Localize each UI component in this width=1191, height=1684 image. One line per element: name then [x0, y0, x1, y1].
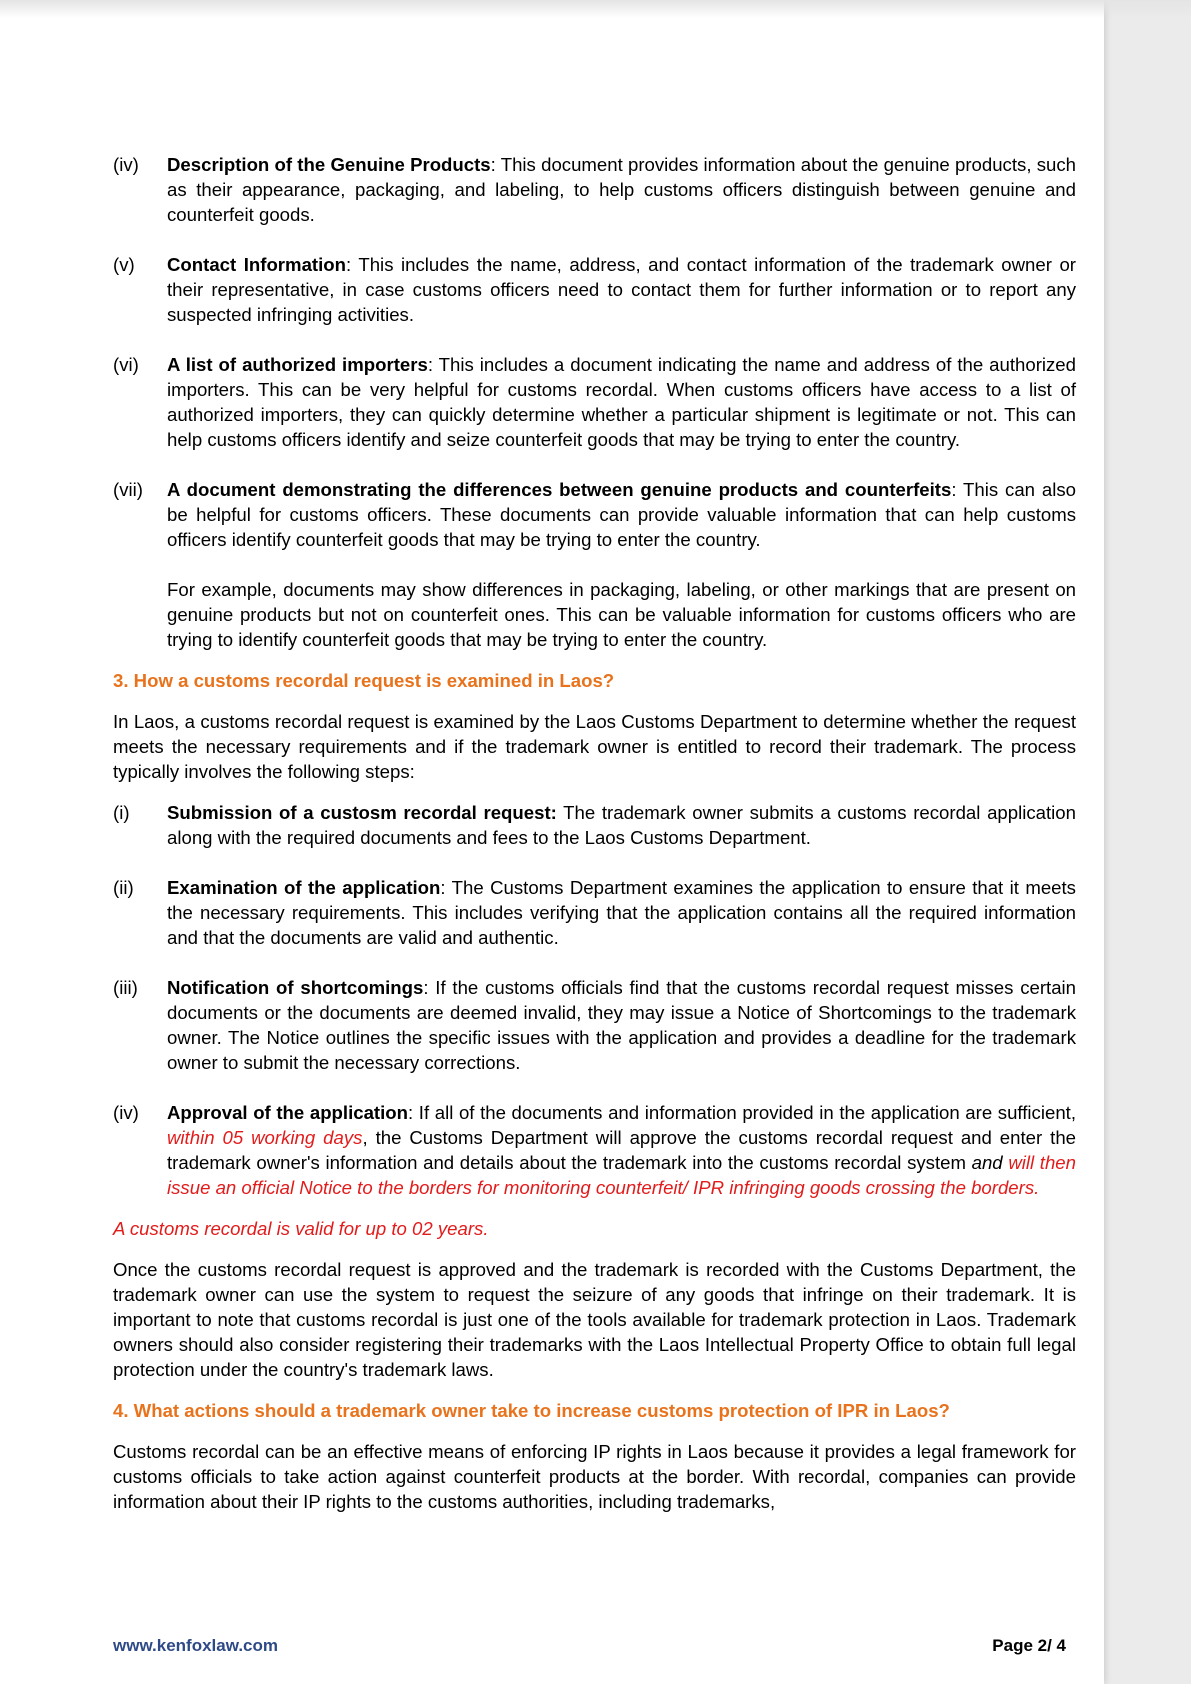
item-title: Contact Information [167, 254, 346, 275]
website-link[interactable]: www.kenfoxlaw.com [113, 1636, 279, 1655]
item-number: (iv) [113, 1102, 139, 1123]
item-number: (ii) [113, 877, 134, 898]
list-item: (vii) A document demonstrating the differences between genuine products and counterfeits: This can also be helpful for customs officers. These documents can provide valuable information that can help customs officers identify counterfeit goods that may be trying to enter the country. For example, documents may show differences in packaging, labeling, or other markings that are present on genuine products but not on counterfeit ones. This can be valuable information for customs officers who are trying to identify counterfeit goods that may be trying to enter the country. [113, 479, 1076, 650]
section-3-closing: Once the customs recordal request is approved and the trademark is recorded with the Customs Department, the trademark owner can use the system to request the seizure of any goods that infringe on their trademark. It is important to note that customs recordal is just one of the tools available for trademark protection in Laos. Trademark owners should also consider registering their trademarks with the Laos Intellectual Property Office to obtain full legal protection under the country's trademark laws. [113, 1259, 1076, 1380]
step-item [113, 975, 1076, 1075]
step-title: Approval of the application [167, 1102, 409, 1123]
validity-note: A customs recordal is valid for up to 02 years. [113, 1218, 489, 1239]
highlight-text: will then issue an official Notice to the borders for monitoring counterfeit/ IPR infringing goods crossing the borders. [167, 1152, 1076, 1198]
item-number: (i) [113, 802, 130, 823]
step-text: : The Customs Department examines the application to ensure that it meets the necessary requirements. This includes verifying that the application contains all the required information and that the documents are valid and authentic. [167, 877, 1076, 948]
item-text: This can also be helpful for customs officers. These documents can provide valuable information that can help customs officers identify counterfeit goods that may be trying to enter the country. [167, 479, 1076, 550]
step-item [113, 875, 1076, 950]
item-number: (v) [113, 254, 135, 275]
section-4-heading: 4. What actions should a trademark owner take to increase customs protection of IPR in Laos? [113, 1400, 950, 1421]
item-text: This document provides information about the genuine products, such as their appearance, packaging, and labeling, to help customs officers distinguish between genuine and counterfeit goods. [167, 154, 1076, 225]
item-number: (vi) [113, 354, 139, 375]
item-text: This includes a document indicating the name and address of the authorized importers. This can be very helpful for customs recordal. When customs officers have access to a list of authorized importers, they can quickly determine whether a particular shipment is legitimate or not. This can help customs officers identify and seize counterfeit goods that may be trying to enter the country. [167, 354, 1076, 450]
item-number: (vii) [113, 479, 143, 500]
item-title: A list of authorized importers [167, 354, 428, 375]
item-title: A document demonstrating the differences between genuine products and counterfeits [167, 479, 952, 500]
step-text: The trademark owner submits a customs recordal application along with the required documents and fees to the Laos Customs Department. [167, 802, 1076, 848]
step-item [113, 800, 1076, 850]
top-shadow [0, 0, 1191, 18]
step-title: Submission of a custosm recordal request: [167, 802, 557, 823]
page-footer [113, 1636, 1066, 1656]
section-4-paragraph: Customs recordal can be an effective means of enforcing IP rights in Laos because it provides a legal framework for customs officials to take action against counterfeit products at the border. With recordal, companies can provide information about their IP rights to the customs authorities, including trademarks, [113, 1441, 1076, 1512]
page-content [113, 152, 1076, 1530]
item-number: (iii) [113, 977, 138, 998]
list-item: (iv) Description of the Genuine Products: This document provides information about the genuine products, such as their appearance, packaging, and labeling, to help customs officers distinguish between genuine and counterfeit goods. [113, 154, 1076, 225]
step-item: (iv) Approval of the application: If all of the documents and information provided in the application are sufficient, within 05 working days, the Customs Department will approve the customs recordal request and enter the trademark owner's information and details about the trademark into the customs recordal system and will then issue an official Notice to the borders for monitoring counterfeit/ IPR infringing goods crossing the borders. [113, 1102, 1076, 1198]
step-title: Examination of the application [167, 877, 441, 898]
step-title: Notification of shortcomings [167, 977, 424, 998]
highlight-text: within 05 working days [167, 1127, 363, 1148]
item-text: This includes the name, address, and contact information of the trademark owner or their representative, in case customs officers need to contact them for further information or to report any suspected infringing activities. [167, 254, 1076, 325]
page-number: Page 2/ 4 [992, 1636, 1066, 1655]
section-3-intro: In Laos, a customs recordal request is examined by the Laos Customs Department to determine whether the request meets the necessary requirements and if the trademark owner is entitled to record their trademark. The process typically involves the following steps: [113, 711, 1076, 782]
item-title: Description of the Genuine Products [167, 154, 491, 175]
list-item: (vi) A list of authorized importers: This includes a document indicating the name and address of the authorized importers. This can be very helpful for customs recordal. When customs officers have access to a list of authorized importers, they can quickly determine whether a particular shipment is legitimate or not. This can help customs officers identify and seize counterfeit goods that may be trying to enter the country. [113, 354, 1076, 450]
item-number: (iv) [113, 154, 139, 175]
item-extra-paragraph: For example, documents may show differences in packaging, labeling, or other markings that are present on genuine products but not on counterfeit ones. This can be valuable information for customs officers who are trying to identify counterfeit goods that may be trying to enter the country. [167, 579, 1076, 650]
step-text: : If the customs officials find that the customs recordal request misses certain documents or the documents are deemed invalid, they may issue a Notice of Shortcomings to the trademark owner. The Notice outlines the specific issues with the application and provides a deadline for the trademark owner to submit the necessary corrections. [167, 977, 1077, 1073]
list-item: (v) Contact Information: This includes the name, address, and contact information of the trademark owner or their representative, in case customs officers need to contact them for further information or to report any suspected infringing activities. [113, 254, 1076, 325]
section-3-heading: 3. How a customs recordal request is examined in Laos? [113, 670, 615, 691]
